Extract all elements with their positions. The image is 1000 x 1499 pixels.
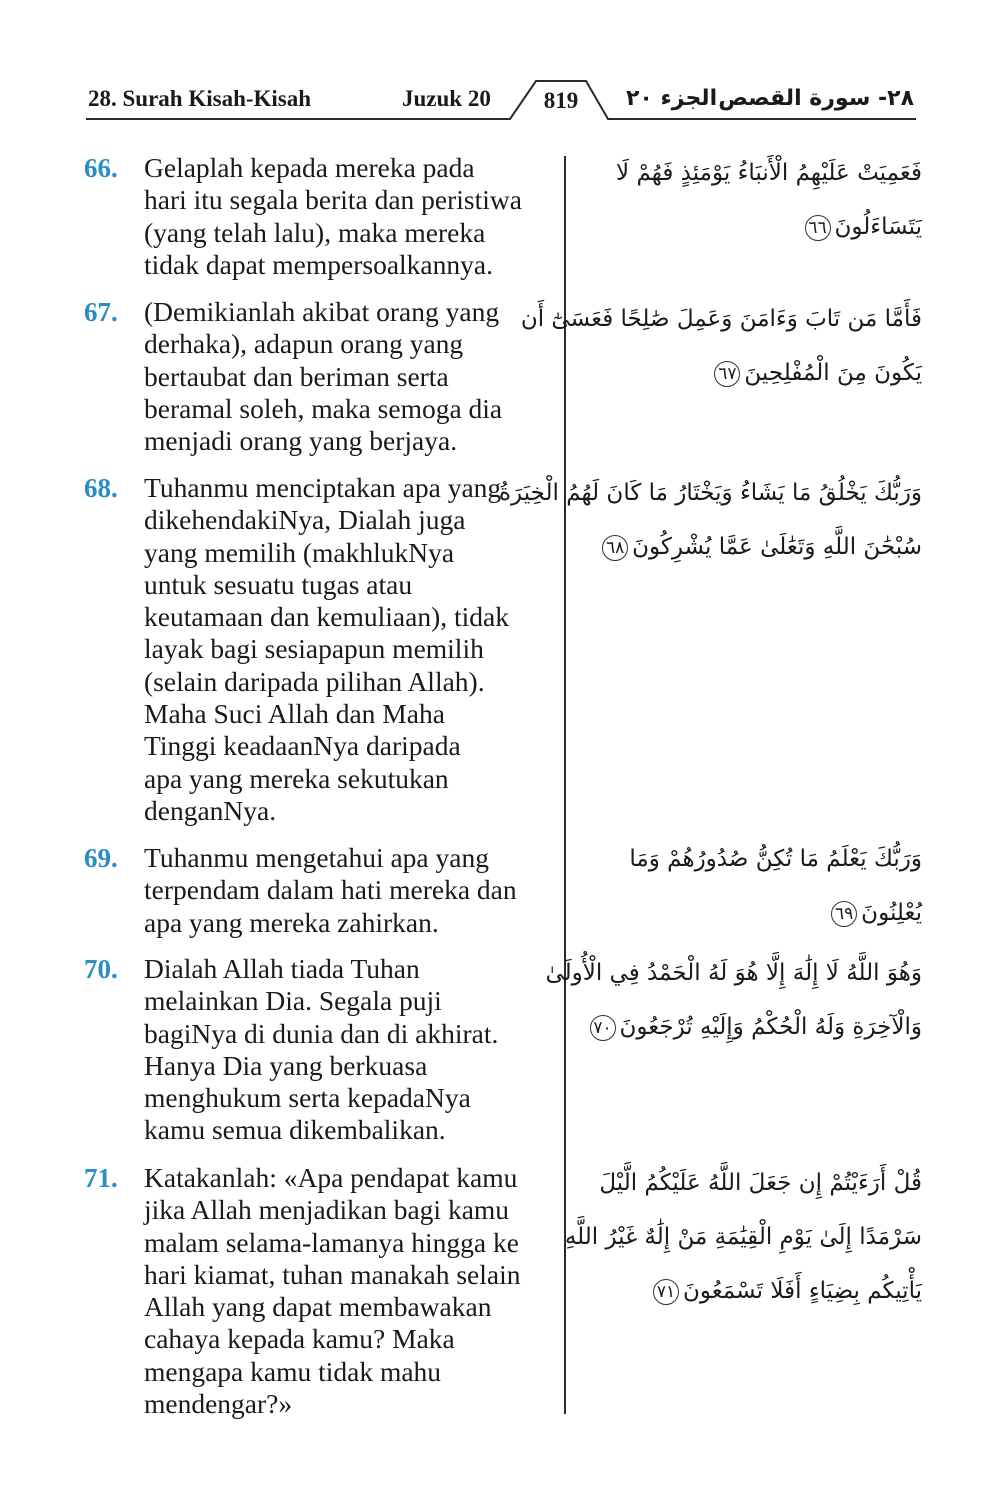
verse-71-arabic — [564, 1156, 922, 1318]
translation-line: tidak dapat mempersoalkannya. — [144, 248, 493, 280]
verse-70-arabic — [545, 946, 922, 1054]
ayah-end-marker: ٧٠ — [590, 1015, 616, 1041]
arabic-line: يَكُونَ مِنَ الْمُفْلِحِينَ — [744, 360, 922, 386]
translation-line: cahaya kepada kamu? Maka — [144, 1323, 455, 1355]
translation-line: hari itu segala berita dan peristiwa — [144, 184, 522, 216]
verse-number: 69. — [84, 843, 118, 873]
arabic-line: سُبْحَٰنَ اللَّهِ وَتَعَٰلَىٰ عَمَّا يُشْرِكُونَ — [632, 534, 922, 560]
verse-69-arabic — [582, 832, 922, 940]
translation-line: Dialah Allah tiada Tuhan — [144, 953, 420, 984]
translation-line: derhaka), adapun orang yang — [144, 328, 464, 360]
ayah-end-marker: ٦٦ — [805, 215, 831, 241]
arabic-line: سَرْمَدًا إِلَىٰ يَوْمِ الْقِيَٰمَةِ مَنْ إِلَٰهٌ غَيْرُ اللَّهِ — [564, 1224, 922, 1250]
translation-line: apa yang mereka sekutukan — [144, 762, 449, 794]
arabic-line: وَرَبُّكَ يَخْلُقُ مَا يَشَاءُ وَيَخْتَارُ مَا كَانَ لَهُمُ الْخِيَرَةُ — [498, 480, 922, 506]
translation-line: Tinggi keadaanNya daripada — [144, 730, 461, 762]
translation-line: beramal soleh, maka semoga dia — [144, 392, 503, 424]
verse-69-translation — [84, 842, 560, 939]
juzuk-label: Juzuk 20 — [402, 86, 491, 111]
ayah-end-marker: ٧١ — [653, 1279, 679, 1305]
arabic-line: وَرَبُّكَ يَعْلَمُ مَا تُكِنُّ صُدُورُهُمْ وَمَا — [629, 846, 922, 872]
translation-line: Tuhanmu menciptakan apa yang — [144, 472, 502, 503]
verse-number: 68. — [84, 473, 118, 503]
page-header — [0, 0, 1000, 130]
translation-line: yang memilih (makhlukNya — [144, 536, 455, 568]
verse-70-translation — [84, 953, 560, 1147]
translation-line: hari kiamat, tuhan manakah selain — [144, 1258, 521, 1290]
verse-71-translation — [84, 1162, 560, 1420]
translation-line: (yang telah lalu), maka mereka — [144, 216, 486, 248]
translation-line: Allah yang dapat membawakan — [144, 1291, 492, 1323]
surah-title-latin: 28. Surah Kisah-Kisah — [88, 86, 312, 111]
arabic-line: قُلْ أَرَءَيْتُمْ إِن جَعَلَ اللَّهُ عَلَيْكُمُ الَّيْلَ — [599, 1170, 922, 1196]
verse-68-arabic — [498, 466, 922, 574]
page-number: 819 — [543, 88, 579, 113]
arabic-line: فَأَمَّا مَن تَابَ وَءَامَنَ وَعَمِلَ صَٰلِحًا فَعَسَىٰٓ أَن — [520, 306, 922, 332]
verse-67-translation — [84, 296, 560, 457]
translation-line: (selain daripada pilihan Allah). — [144, 665, 485, 697]
translation-line: kamu semua dikembalikan. — [144, 1114, 446, 1146]
translation-line: menghukum serta kepadaNya — [144, 1082, 471, 1114]
translation-line: Gelaplah kepada mereka pada — [144, 152, 475, 183]
translation-line: (Demikianlah akibat orang yang — [144, 296, 500, 327]
arabic-line: يَتَسَاءَلُونَ — [834, 214, 922, 240]
translation-line: apa yang mereka zahirkan. — [144, 906, 439, 938]
translation-line: mendengar?» — [144, 1388, 293, 1420]
verse-67-arabic — [520, 292, 922, 400]
translation-line: Maha Suci Allah dan Maha — [144, 698, 445, 730]
translation-line: malam selama-lamanya hingga ke — [144, 1226, 519, 1258]
arabic-line: يُعْلِنُونَ — [861, 900, 922, 926]
verse-number: 71. — [84, 1163, 118, 1193]
translation-line: dikehendakiNya, Dialah juga — [144, 504, 466, 536]
ayah-end-marker: ٦٧ — [714, 361, 740, 387]
ayah-end-marker: ٦٨ — [602, 535, 628, 561]
arabic-line: فَعَمِيَتْ عَلَيْهِمُ الْأَنبَاءُ يَوْمَئِذٍ فَهُمْ لَا — [616, 160, 922, 186]
translation-line: bertaubat dan beriman serta — [144, 360, 449, 392]
verse-66-arabic — [582, 146, 922, 254]
verse-number: 66. — [84, 153, 118, 183]
translation-line: keutamaan dan kemuliaan), tidak — [144, 601, 509, 633]
surah-title-arabic: ٢٨- سورة القصص — [718, 86, 914, 111]
verse-66-translation — [84, 152, 560, 281]
translation-line: Tuhanmu mengetahui apa yang — [144, 842, 489, 873]
translation-line: menjadi orang yang berjaya. — [144, 425, 458, 457]
translation-line: denganNya. — [144, 794, 277, 826]
translation-line: terpendam dalam hati mereka dan — [144, 874, 517, 906]
verse-68-translation — [84, 472, 560, 827]
translation-line: mengapa kamu tidak mahu — [144, 1355, 442, 1387]
arabic-line: وَهُوَ اللَّهُ لَا إِلَٰهَ إِلَّا هُوَ لَهُ الْحَمْدُ فِي الْأُولَىٰ — [545, 960, 922, 986]
ayah-end-marker: ٦٩ — [831, 901, 857, 927]
translation-line: bagiNya di dunia dan di akhirat. — [144, 1017, 499, 1049]
translation-line: melainkan Dia. Segala puji — [144, 985, 442, 1017]
juz-label-arabic: الجزء ٢٠ — [626, 86, 718, 111]
translation-line: jika Allah menjadikan bagi kamu — [144, 1194, 510, 1226]
translation-line: layak bagi sesiapapun memilih — [144, 633, 484, 665]
translation-line: Hanya Dia yang berkuasa — [144, 1049, 428, 1081]
verse-number: 67. — [84, 297, 118, 327]
arabic-line: يَأْتِيكُم بِضِيَاءٍ أَفَلَا تَسْمَعُونَ — [683, 1278, 922, 1304]
verse-number: 70. — [84, 954, 118, 984]
arabic-line: وَالْآخِرَةِ وَلَهُ الْحُكْمُ وَإِلَيْهِ تُرْجَعُونَ — [619, 1014, 922, 1040]
translation-line: Katakanlah: «Apa pendapat kamu — [144, 1162, 518, 1193]
translation-line: untuk sesuatu tugas atau — [144, 568, 413, 600]
